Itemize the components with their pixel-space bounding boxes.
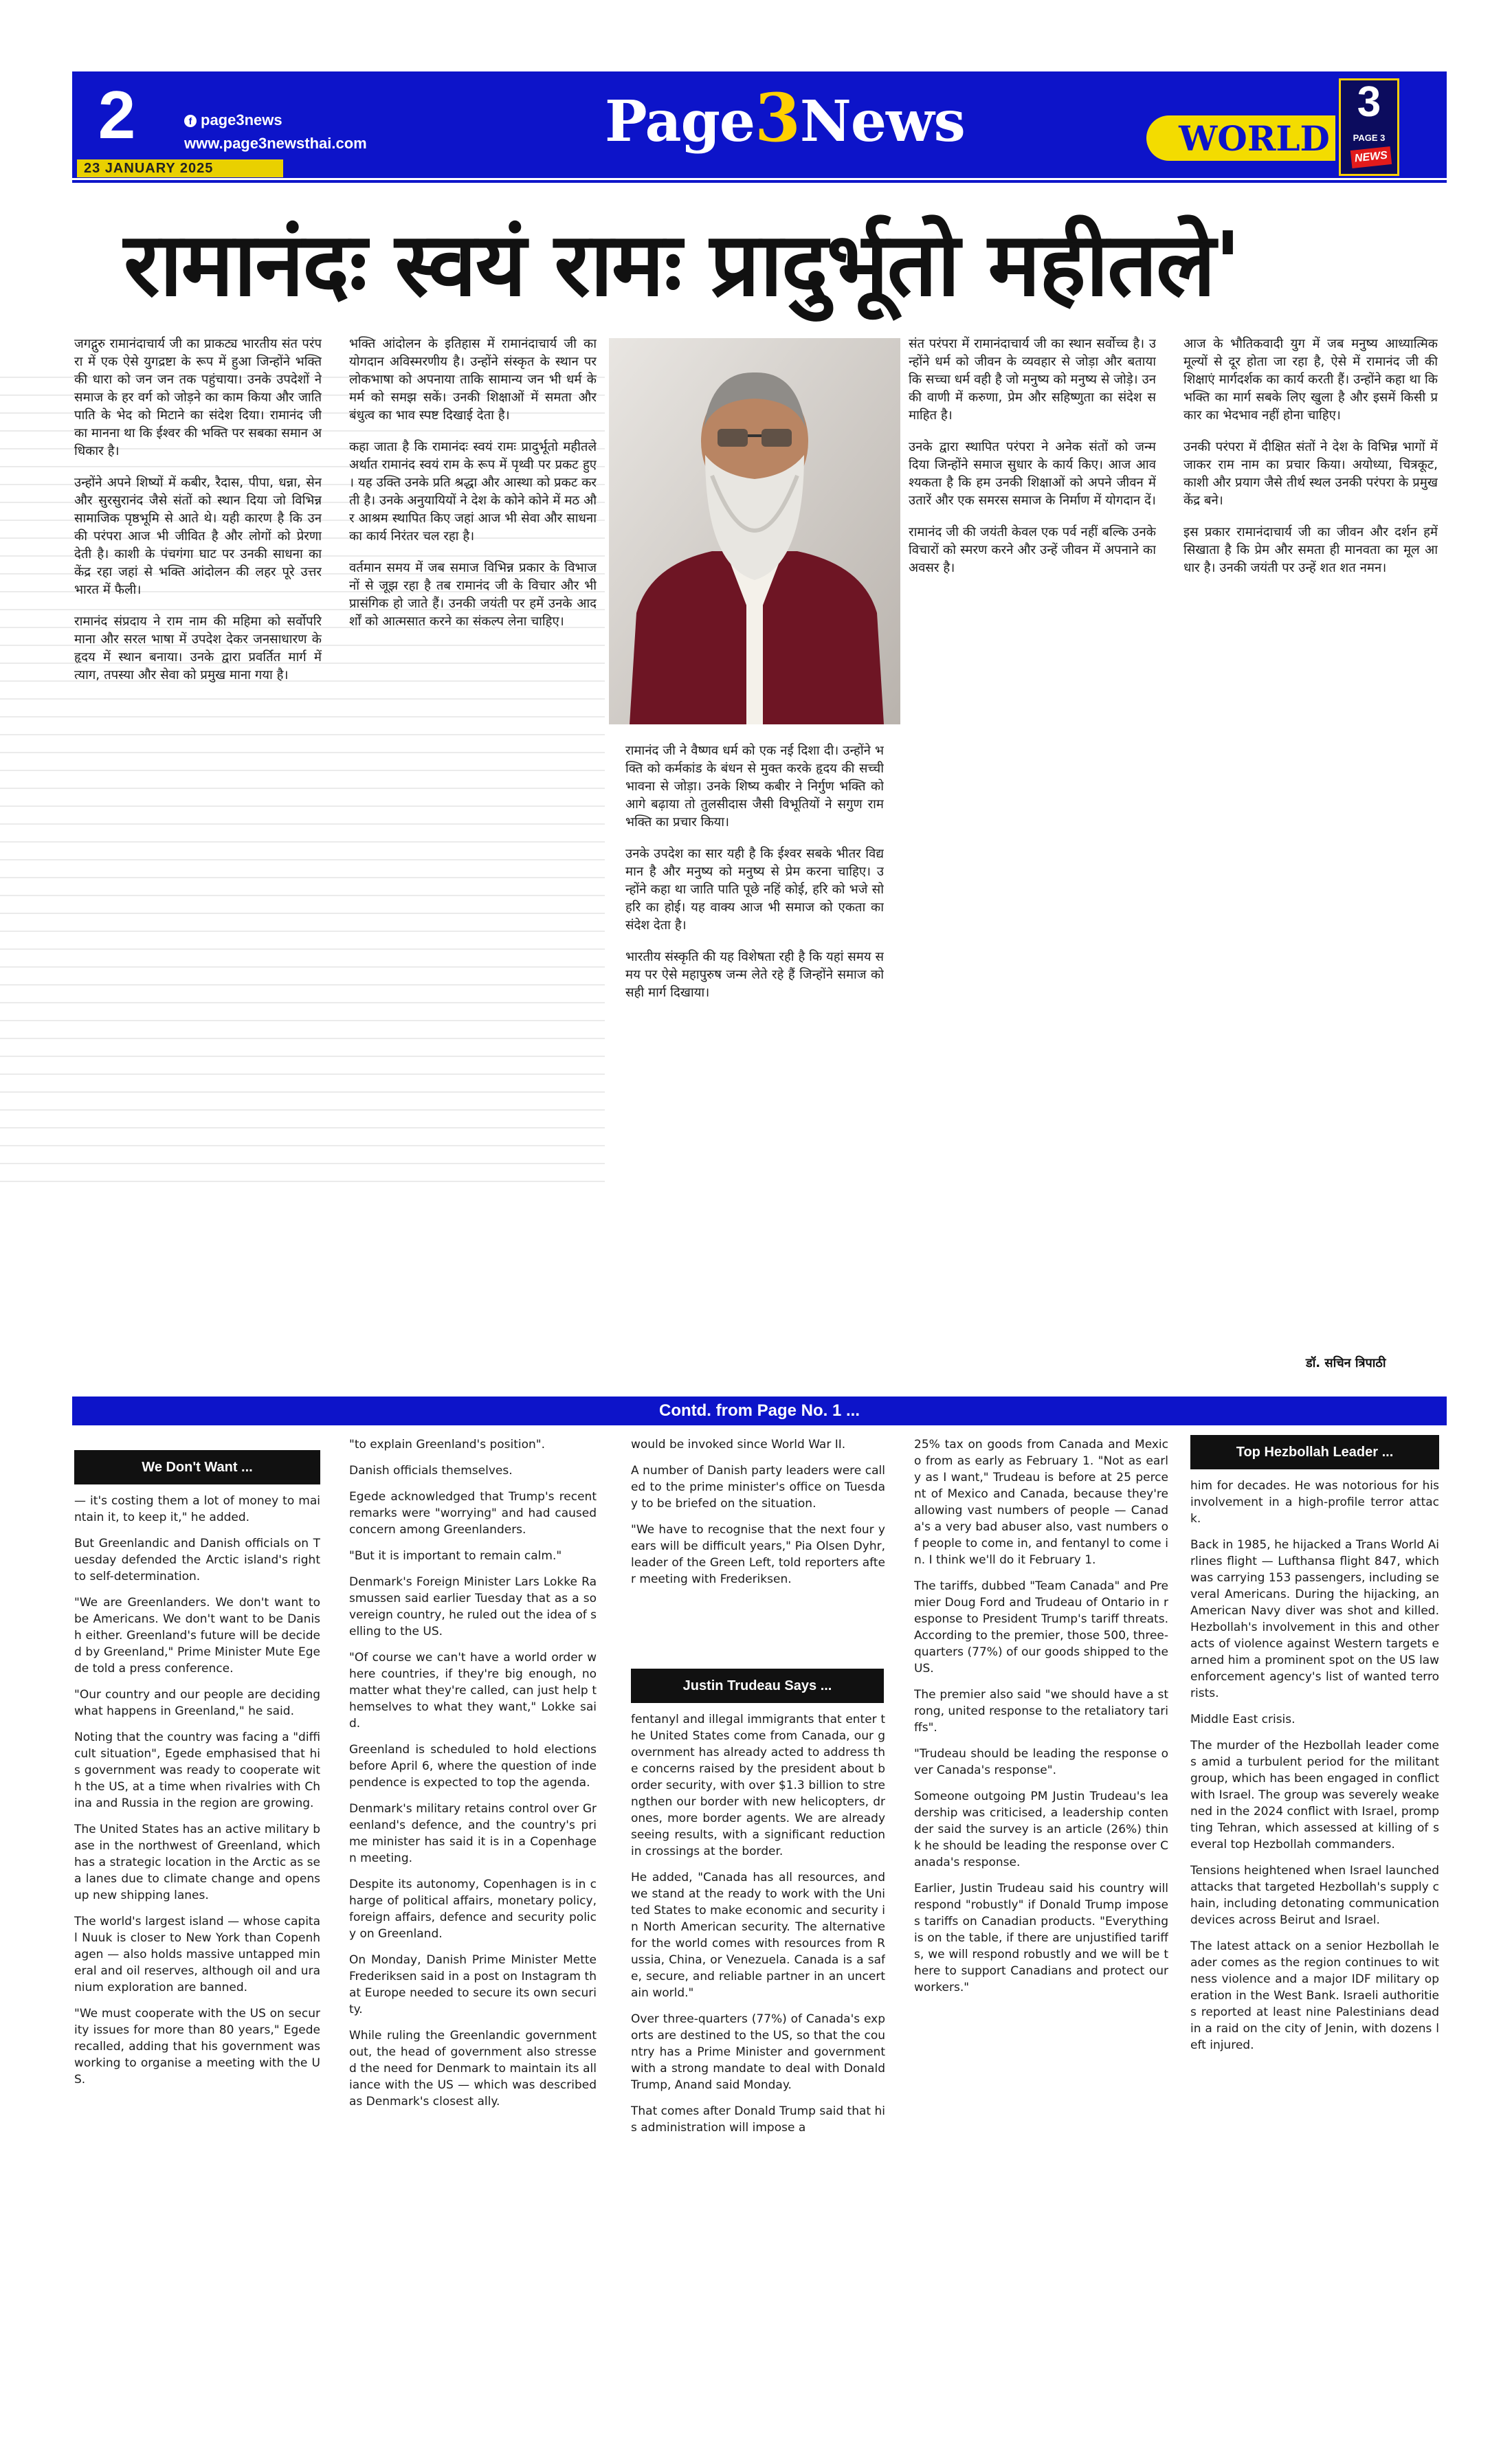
logo-text: PAGE 3 bbox=[1353, 133, 1386, 143]
paragraph: "Trudeau should be leading the response over Canada's response". bbox=[914, 1747, 1168, 1777]
section-label[interactable]: WORLD bbox=[1179, 118, 1330, 159]
paragraph: "We have to recognise that the next four years will be difficult years," Pia Olsen Dyhr, leader of the Green Left, told reporters after meeting with Frederiksen. bbox=[631, 1523, 885, 1586]
logo-number: 3 bbox=[1357, 78, 1381, 126]
contd-column-1 bbox=[74, 1493, 320, 2414]
print-misregistration bbox=[0, 371, 605, 1182]
article-column-3 bbox=[625, 742, 884, 1380]
paragraph: That comes after Donald Trump said that his administration will impose a bbox=[631, 2104, 885, 2135]
paragraph: जगद्गुरु रामानंदाचार्य जी का प्राकट्य भारतीय संत परंपरा में एक ऐसे युगद्रष्टा के रूप में हुआ जिन्होंने भक्ति की धारा को जन जन तक पहुंचाया। उनके उपदेशों ने समाज के हर वर्ग को जोड़ने का काम किया और जाति पाति के भेद को मिटाने का संदेश दिया। रामानंद जी का मानना था कि ईश्वर की भक्ति पर सबका समान अधिकार है। bbox=[74, 337, 322, 458]
paragraph: "Of course we can't have a world order where countries, if they're big enough, no matter what they're called, can just help themselves to what they want," Lokke said. bbox=[349, 1651, 597, 1731]
paragraph: The United States has an active military base in the northwest of Greenland, which has a strategic location in the Arctic as sea lanes due to climate change and opens up new shipping lanes. bbox=[74, 1823, 320, 1902]
paragraph: कहा जाता है कि रामानंदः स्वयं रामः प्रादुर्भूतो महीतले अर्थात रामानंद स्वयं राम के रूप में पृथ्वी पर प्रकट हुए। यह उक्ति उनके प्रति श्रद्धा और आस्था को प्रकट करती है। उनके अनुयायियों ने देश के कोने कोने में मठ और आश्रम स्थापित किए जहां आज भी सेवा और साधना का कार्य निरंतर चल रहा है। bbox=[349, 440, 597, 544]
facebook-icon: f bbox=[184, 115, 197, 127]
paragraph: "We are Greenlanders. We don't want to be Americans. We don't want to be Danish either. Greenland's future will be decided by Greenland," Prime Minister Mute Egede told a press conference. bbox=[74, 1596, 320, 1676]
paragraph: वर्तमान समय में जब समाज विभिन्न प्रकार के विभाजनों से जूझ रहा है तब रामानंद जी के विचार और भी प्रासंगिक हो जाते हैं। उनकी जयंती पर हमें उनके आदर्शों को आत्मसात करने का संकल्प लेना चाहिए। bbox=[349, 561, 597, 629]
paragraph: रामानंद जी की जयंती केवल एक पर्व नहीं बल्कि उनके विचारों को स्मरण करने और उन्हें जीवन में अपनाने का अवसर है। bbox=[909, 525, 1156, 575]
paragraph: The latest attack on a senior Hezbollah leader comes as the region continues to witness violence and a major IDF military operation in the West Bank. Israeli authorities reported at least nine Palestinians dead in a raid on the city of Jenin, with dozens left injured. bbox=[1190, 1939, 1439, 2052]
contd-column-5 bbox=[1190, 1478, 1439, 2419]
story-tag-hezbollah[interactable]: Top Hezbollah Leader ... bbox=[1190, 1435, 1439, 1469]
paragraph: The world's largest island — whose capital Nuuk is closer to New York than Copenhagen — also holds massive untapped mineral and oil reserves, although oil and uranium exploration are banned. bbox=[74, 1915, 320, 1994]
paragraph: On Monday, Danish Prime Minister Mette Frederiksen said in a post on Instagram that Europe needed to secure its own security. bbox=[349, 1953, 597, 2016]
paragraph: उन्होंने अपने शिष्यों में कबीर, रैदास, पीपा, धन्ना, सेन और सुरसुरानंद जैसे संतों को स्थान दिया जो विभिन्न सामाजिक पृष्ठभूमि से आते थे। यही कारण है कि उनकी परंपरा आज भी जीवित है और लोगों को प्रेरणा देती है। काशी के पंचगंगा घाट पर उनकी साधना का केंद्र रहा जहां से भक्ति आंदोलन की लहर पूरे उत्तर भारत में फैली। bbox=[74, 476, 322, 597]
paragraph: "But it is important to remain calm." bbox=[349, 1549, 562, 1563]
paragraph: उनके द्वारा स्थापित परंपरा ने अनेक संतों को जन्म दिया जिन्होंने समाज सुधार के कार्य किए। आज आवश्यकता है कि हम उनकी शिक्षाओं को अपने जीवन में उतारें और एक समरस समाज के निर्माण में योगदान दें। bbox=[909, 440, 1156, 508]
website-link[interactable]: www.page3newsthai.com bbox=[184, 135, 367, 152]
paragraph: "We must cooperate with the US on security issues for more than 80 years," Egede recalled, adding that his government was working to organise a meeting with the US. bbox=[74, 2007, 320, 2087]
paragraph: would be invoked since World War II. bbox=[631, 1438, 846, 1451]
paragraph: संत परंपरा में रामानंदाचार्य जी का स्थान सर्वोच्च है। उन्होंने धर्म को जीवन के व्यवहार से जोड़ा और बताया कि सच्चा धर्म वही है जो मनुष्य को मनुष्य से जोड़े। उनकी वाणी में करुणा, प्रेम और सहिष्णुता का संदेश समाहित है। bbox=[909, 337, 1156, 423]
logo-news-tag: NEWS bbox=[1350, 146, 1392, 168]
facebook-text: page3news bbox=[201, 111, 282, 129]
paragraph: भक्ति आंदोलन के इतिहास में रामानंदाचार्य जी का योगदान अविस्मरणीय है। उन्होंने संस्कृत के स्थान पर लोकभाषा को अपनाया ताकि सामान्य जन भी धर्म के मर्म को समझ सकें। उनकी शिक्षाओं में समता और बंधुत्व का भाव स्पष्ट दिखाई देता है। bbox=[349, 337, 597, 423]
paragraph: While ruling the Greenlandic government out, the head of government also stressed the need for Denmark to maintain its alliance with the US — which was described as Denmark's closest ally. bbox=[349, 2029, 597, 2108]
paragraph: The premier also said "we should have a strong, united response to the retaliatory tariffs". bbox=[914, 1688, 1168, 1735]
paragraph: Denmark's Foreign Minister Lars Lokke Rasmussen said earlier Tuesday that as a sovereign country, he ruled out the idea of selling to the US. bbox=[349, 1575, 597, 1638]
contd-column-3b bbox=[631, 1711, 885, 2419]
paragraph: him for decades. He was notorious for his involvement in a high-profile terror attack. bbox=[1190, 1479, 1439, 1526]
paragraph: Tensions heightened when Israel launched attacks that targeted Hezbollah's supply chain, including detonating communication devices across Beirut and Israel. bbox=[1190, 1864, 1439, 1927]
paragraph: The tariffs, dubbed "Team Canada" and Premier Doug Ford and Trudeau of Ontario in response to President Trump's tariff threats. According to the premier, those 500, three-quarters (77%) of our goods shipped to the US. bbox=[914, 1579, 1168, 1676]
paragraph: रामानंद जी ने वैष्णव धर्म को एक नई दिशा दी। उन्होंने भक्ति को कर्मकांड के बंधन से मुक्त करके हृदय की सच्ची भावना से जोड़ा। उनके शिष्य कबीर ने निर्गुण भक्ति को आगे बढ़ाया तो तुलसीदास जैसी विभूतियों ने सगुण राम भक्ति का प्रचार किया। bbox=[625, 744, 884, 830]
paragraph: Over three-quarters (77%) of Canada's exports are destined to the US, so that the country has a Prime Minister and government with a strong mandate to deal with Donald Trump, Anand said Monday. bbox=[631, 2012, 885, 2092]
contd-column-2 bbox=[349, 1436, 597, 2419]
paragraph: — it's costing them a lot of money to maintain it, to keep it," he added. bbox=[74, 1494, 320, 1524]
story-tag-greenland[interactable]: We Don't Want ... bbox=[74, 1450, 320, 1484]
paragraph: 25% tax on goods from Canada and Mexico from as early as February 1. "Not as early as I want," Trudeau is before at 25 percent of Mexico and Canada, because they're allowing vast numbers of people — Canada's a very bad abuser also, vast numbers of people to come in, and fentanyl to come in. I think we'll do it February 1. bbox=[914, 1438, 1168, 1567]
issue-date: 23 JANUARY 2025 bbox=[77, 159, 283, 177]
article-headline: रामानंदः स्वयं रामः प्रादुर्भूतो महीतले' bbox=[124, 214, 1241, 316]
paragraph: भारतीय संस्कृति की यह विशेषता रही है कि यहां समय समय पर ऐसे महापुरुष जन्म लेते रहे हैं जिन्होंने समाज को सही मार्ग दिखाया। bbox=[625, 950, 884, 1000]
author-photo bbox=[609, 338, 900, 724]
contd-label: Contd. from Page No. 1 ... bbox=[658, 1401, 860, 1420]
paragraph: Back in 1985, he hijacked a Trans World Airlines flight — Lufthansa flight 847, which was carrying 153 passengers, including several Americans. During the hijacking, an American Navy diver was shot and killed. Hezbollah's involvement in this and other acts of violence against Western targets earned him a prominent spot on the US law enforcement agency's list of wanted terrorists. bbox=[1190, 1538, 1439, 1700]
article-column-4 bbox=[909, 335, 1156, 1380]
paragraph: "Our country and our people are deciding what happens in Greenland," he said. bbox=[74, 1688, 320, 1718]
header-rule bbox=[72, 180, 1447, 183]
author-byline: डॉ. सचिन त्रिपाठी bbox=[1306, 1356, 1386, 1370]
paragraph: Earlier, Justin Trudeau said his country will respond "robustly" if Donald Trump imposes tariffs on Canadian products. "Everything is on the table, if there are unjustified tariffs, we will respond robustly and we will be there to support Canadians and protect our workers." bbox=[914, 1882, 1168, 1994]
article-column-5 bbox=[1183, 335, 1438, 1346]
paragraph: Middle East crisis. bbox=[1190, 1713, 1296, 1726]
paragraph: Denmark's military retains control over Greenland's defence, and the country's prime minister has said it is in a Copenhagen meeting. bbox=[349, 1802, 597, 1865]
paragraph: इस प्रकार रामानंदाचार्य जी का जीवन और दर्शन हमें सिखाता है कि प्रेम और समता ही मानवता का मूल आधार है। उनकी जयंती पर उन्हें शत शत नमन। bbox=[1183, 525, 1438, 575]
paragraph: A number of Danish party leaders were called to the prime minister's office on Tuesday to be briefed on the situation. bbox=[631, 1464, 885, 1511]
paragraph: The murder of the Hezbollah leader comes amid a turbulent period for the militant group, which has been engaged in conflict with Israel. The group was severely weakened in the 2024 conflict with Israel, prompting Tehran, which assessed at killing of several top Hezbollah commanders. bbox=[1190, 1739, 1439, 1851]
contd-column-4 bbox=[914, 1436, 1168, 2419]
brand-three: 3 bbox=[755, 79, 800, 157]
paragraph: Despite its autonomy, Copenhagen is in charge of political affairs, monetary policy, foreign affairs, defence and security policy on Greenland. bbox=[349, 1878, 597, 1941]
brand-left: Page bbox=[605, 89, 755, 155]
paragraph: उनकी परंपरा में दीक्षित संतों ने देश के विभिन्न भागों में जाकर राम नाम का प्रचार किया। अयोध्या, चित्रकूट, काशी और प्रयाग जैसे तीर्थ स्थल उनकी परंपरा के प्रमुख केंद्र बने। bbox=[1183, 440, 1438, 508]
paragraph: fentanyl and illegal immigrants that enter the United States come from Canada, our government has already acted to address the concerns raised by the president about border security, with over $1.3 billion to strengthen our border with new helicopters, drones, more border agents. We are already seeing results, with a significant reduction in crossings at the border. bbox=[631, 1713, 885, 1858]
paragraph: Danish officials themselves. bbox=[349, 1464, 513, 1478]
paragraph: But Greenlandic and Danish officials on Tuesday defended the Arctic island's right to self-determination. bbox=[74, 1537, 320, 1583]
paragraph: "to explain Greenland's position". bbox=[349, 1438, 546, 1451]
brand-logo[interactable] bbox=[605, 79, 965, 157]
paragraph: Egede acknowledged that Trump's recent remarks were "worrying" and had caused concern among Greenlanders. bbox=[349, 1490, 597, 1537]
paragraph: Noting that the country was facing a "difficult situation", Egede emphasised that his government was ready to cooperate with the US, at a time when rivalries with China and Russia in the region are growing. bbox=[74, 1731, 320, 1810]
paragraph: Someone outgoing PM Justin Trudeau's leadership was criticised, a leadership contender said the survey is an article (26%) think he should be leading the response over Canada's response. bbox=[914, 1790, 1168, 1869]
contd-column-3a bbox=[631, 1436, 885, 1655]
paragraph: उनके उपदेश का सार यही है कि ईश्वर सबके भीतर विद्यमान है और मनुष्य को मनुष्य से प्रेम करना चाहिए। उन्होंने कहा था जाति पाति पूछे नहिं कोई, हरि को भजे सो हरि का होई। यह वाक्य आज भी समाज को एकता का संदेश देता है। bbox=[625, 847, 884, 933]
paragraph: आज के भौतिकवादी युग में जब मनुष्य आध्यात्मिक मूल्यों से दूर होता जा रहा है, ऐसे में रामानंद जी की शिक्षाएं मार्गदर्शक का कार्य करती हैं। उन्होंने कहा था कि भक्ति का मार्ग सबके लिए खुला है और इसमें किसी प्रकार का भेदभाव नहीं होना चाहिए। bbox=[1183, 337, 1438, 423]
paragraph: रामानंद संप्रदाय ने राम नाम की महिमा को सर्वोपरि माना और सरल भाषा में उपदेश देकर जनसाधारण के हृदय में स्थान बनाया। उनके द्वारा प्रवर्तित मार्ग में त्याग, तपस्या और सेवा को प्रमुख माना गया है। bbox=[74, 614, 322, 682]
paragraph: He added, "Canada has all resources, and we stand at the ready to work with the United States to make economic and security in North American security. The alternative for the world comes with resources from Russia, China, or Venezuela. Canada is a safe, secure, and reliable partner in an uncertain world." bbox=[631, 1871, 885, 2000]
paragraph: Greenland is scheduled to hold elections before April 6, where the question of independence is expected to top the agenda. bbox=[349, 1743, 597, 1790]
brand-right: News bbox=[799, 89, 965, 155]
story-tag-trudeau[interactable]: Justin Trudeau Says ... bbox=[631, 1669, 884, 1703]
facebook-handle[interactable] bbox=[184, 111, 282, 129]
page-number: 2 bbox=[98, 77, 136, 153]
